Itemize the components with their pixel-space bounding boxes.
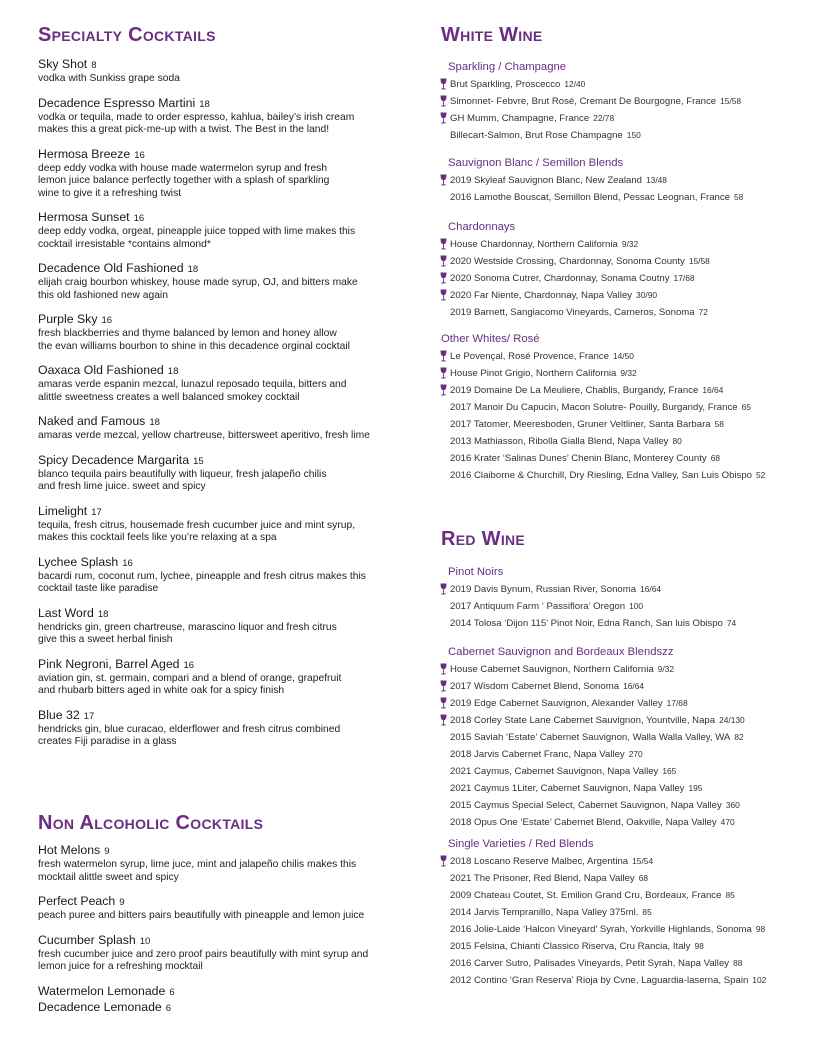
wine-name: 2017 Antiquum Farm ‘ Passiflora’ Oregon bbox=[450, 601, 626, 612]
cocktail-description: this old fashioned new again bbox=[38, 289, 168, 301]
cocktail-description: fresh watermelon syrup, lime juce, mint and jalapeño chilis makes this bbox=[38, 859, 357, 870]
wine-group-title: Single Varieties / Red Blends bbox=[448, 838, 594, 850]
wine-price: 470 bbox=[720, 817, 735, 827]
non-alcoholic-cocktails-title: Non Alcoholic Cocktails bbox=[38, 812, 264, 834]
cocktail-item bbox=[38, 312, 418, 353]
cocktail-price: 9 bbox=[119, 897, 125, 908]
wine-price: 15/58 bbox=[688, 256, 710, 266]
wine-item bbox=[441, 870, 813, 887]
cocktail-item bbox=[38, 96, 418, 137]
wine-item bbox=[441, 93, 813, 110]
pinot-noirs-group bbox=[441, 565, 813, 632]
wine-item bbox=[441, 172, 813, 189]
sparkling-champagne-group bbox=[441, 60, 813, 144]
wine-name: 2018 Jarvis Cabernet Franc, Napa Valley bbox=[450, 749, 625, 760]
cocktail-name: Last Word bbox=[38, 605, 94, 620]
cocktail-description: bacardi rum, coconut rum, lychee, pineapple and fresh citrus makes this bbox=[38, 570, 366, 582]
red-wine-title: Red Wine bbox=[441, 528, 526, 550]
wine-name: 2020 Westside Crossing, Chardonnay, Sonoma County bbox=[450, 256, 685, 267]
wine-item bbox=[441, 365, 813, 382]
cocktail-name: Decadence Old Fashioned bbox=[38, 261, 184, 275]
cocktail-item bbox=[38, 57, 418, 86]
wine-price: 30/90 bbox=[636, 290, 658, 300]
cocktail-price: 18 bbox=[149, 417, 160, 428]
wine-name: 2019 Davis Bynum, Russian River, Sonoma bbox=[450, 584, 637, 595]
cocktail-description: peach puree and bitters pairs beautifully with pineapple and lemon juice bbox=[38, 910, 365, 921]
wine-item bbox=[441, 955, 813, 972]
cocktail-name: Hot Melons bbox=[38, 843, 101, 857]
wine-item bbox=[441, 127, 813, 144]
wine-price: 9/32 bbox=[657, 664, 675, 674]
cocktail-description: and rhubarb bitters aged in white oak for a spicy finish bbox=[38, 685, 285, 696]
wine-item bbox=[441, 661, 813, 678]
wine-glass-icon bbox=[440, 238, 447, 250]
cocktail-item bbox=[38, 453, 418, 494]
wine-glass-icon bbox=[440, 350, 447, 362]
cocktail-description: blanco tequila pairs beautifully with liqueur, fresh jalapeño chilis bbox=[38, 468, 327, 480]
wine-price: 16/64 bbox=[702, 385, 724, 395]
wine-glass-icon bbox=[440, 174, 447, 186]
wine-item bbox=[441, 450, 813, 467]
wine-price: 12/40 bbox=[564, 79, 586, 89]
wine-price: 82 bbox=[734, 732, 744, 742]
cocktail-price: 16 bbox=[183, 659, 195, 671]
wine-price: 65 bbox=[741, 402, 751, 412]
wine-name: 2015 Caymus Special Select, Cabernet Sauvignon, Napa Valley bbox=[450, 800, 722, 811]
wine-price: 102 bbox=[752, 975, 767, 985]
wine-name: House Cabernet Sauvignon, Northern California bbox=[450, 664, 654, 675]
wine-item bbox=[441, 763, 813, 780]
wine-price: 150 bbox=[626, 130, 641, 140]
cocktail-price: 6 bbox=[165, 1002, 172, 1014]
cocktail-name: Watermelon Lemonade bbox=[38, 983, 166, 998]
wine-price: 9/32 bbox=[620, 368, 637, 378]
cocktail-name: Decadence Espresso Martini bbox=[38, 95, 196, 110]
cocktail-item bbox=[38, 504, 418, 545]
cocktail-price: 6 bbox=[169, 986, 175, 998]
cocktail-name: Purple Sky bbox=[38, 312, 98, 326]
cocktail-name-line bbox=[38, 843, 418, 859]
cocktail-name-line bbox=[38, 414, 418, 430]
wine-name: 2017 Tatomer, Meeresboden, Gruner Veltliner, Santa Barbara bbox=[450, 419, 711, 430]
cocktail-name-line bbox=[38, 708, 418, 724]
wine-name: 2016 Carver Sutro, Palisades Vineyards, Petit Syrah, Napa Valley bbox=[450, 958, 730, 969]
cocktail-price: 18 bbox=[199, 98, 210, 110]
cocktail-name: Spicy Decadence Margarita bbox=[38, 452, 190, 467]
wine-group-title: Cabernet Sauvignon and Bordeaux Blendszz bbox=[448, 646, 674, 658]
cocktail-name: Lychee Splash bbox=[38, 554, 119, 569]
wine-price: 13/48 bbox=[646, 175, 667, 185]
wine-price: 58 bbox=[714, 419, 724, 429]
wine-price: 17/68 bbox=[673, 273, 695, 283]
wine-price: 14/50 bbox=[612, 351, 634, 361]
wine-price: 15/54 bbox=[632, 856, 654, 866]
cocktail-price: 10 bbox=[139, 935, 151, 947]
wine-item bbox=[441, 797, 813, 814]
wine-item bbox=[441, 348, 813, 365]
wine-item bbox=[441, 581, 813, 598]
wine-name: 2016 Jolie-Laide ‘Halcon Vineyard’ Syrah, Yorkville Highlands, Sonoma bbox=[450, 924, 752, 935]
wine-item bbox=[441, 598, 813, 615]
cocktail-name-line bbox=[38, 312, 418, 328]
wine-name: 2016 Claiborne & Churchill, Dry Riesling, Edna Valley, San Luis Obispo bbox=[450, 470, 753, 481]
cocktail-description: amaras verde mezcal, yellow chartreuse, bittersweet aperitivo, fresh lime bbox=[38, 430, 370, 441]
cocktail-name-line bbox=[38, 363, 418, 379]
cocktail-description: lemon juice for a refreshing mocktail bbox=[38, 961, 203, 972]
wine-group-title: Sparkling / Champagne bbox=[448, 61, 567, 73]
cocktail-name-line bbox=[38, 261, 418, 277]
wine-name: 2019 Skyleaf Sauvignon Blanc, New Zealand bbox=[450, 175, 642, 186]
wine-name: 2018 Loscano Reserve Malbec, Argentina bbox=[450, 856, 629, 867]
wine-name: 2021 Caymus 1Liter, Cabernet Sauvignon, Napa Valley bbox=[450, 783, 685, 794]
cocktail-price: 18 bbox=[187, 264, 199, 275]
specialty-cocktails-title: Specialty Cocktails bbox=[38, 24, 216, 46]
wine-glass-icon bbox=[440, 255, 447, 267]
cocktail-name-line bbox=[38, 984, 418, 1000]
wine-price: 24/130 bbox=[719, 715, 745, 725]
wine-price: 80 bbox=[672, 436, 682, 446]
cocktail-name-line bbox=[38, 1000, 418, 1016]
cocktail-description: the evan williams bourbon to shine in this decadence orginal cocktail bbox=[38, 340, 350, 352]
wine-glass-icon bbox=[440, 583, 447, 595]
cocktail-description: aviation gin, st. germain, compari and a blend of orange, grapefruit bbox=[38, 672, 342, 684]
cocktail-description: makes this a great pick-me-up with a twist. The Best in the land! bbox=[38, 124, 330, 135]
cocktail-name: Perfect Peach bbox=[38, 894, 116, 908]
wine-name: House Pinot Grigio, Northern California bbox=[450, 368, 617, 379]
wine-glass-icon bbox=[440, 78, 447, 90]
wine-price: 17/68 bbox=[666, 698, 688, 708]
cocktail-price: 17 bbox=[91, 506, 102, 518]
cocktail-description: alittle sweetness creates a well balanced smokey cocktail bbox=[38, 391, 300, 403]
wine-item bbox=[441, 399, 813, 416]
wine-item bbox=[441, 746, 813, 763]
wine-name: 2021 The Prisoner, Red Blend, Napa Valley bbox=[450, 873, 635, 884]
wine-glass-icon bbox=[440, 289, 447, 301]
wine-name: 2018 Opus One ‘Estate’ Cabernet Blend, Oakville, Napa Valley bbox=[450, 817, 717, 828]
wine-name: 2019 Barnett, Sangiacomo Vineyards, Carneros, Sonoma bbox=[450, 307, 695, 318]
sauvignon-blanc-group bbox=[441, 156, 813, 206]
wine-item bbox=[441, 236, 813, 253]
cocktail-name-line bbox=[38, 606, 418, 622]
cocktail-description: vodka or tequila, made to order espresso, kahlua, bailey’s irish cream bbox=[38, 111, 355, 123]
cocktail-description: amaras verde espanin mezcal, lunazul reposado tequila, bitters and bbox=[38, 379, 347, 390]
cocktail-price: 16 bbox=[133, 213, 145, 224]
wine-price: 270 bbox=[628, 749, 643, 759]
cocktail-name: Naked and Famous bbox=[38, 414, 146, 428]
cocktail-description: hendricks gin, green chartreuse, marascino liquor and fresh citrus bbox=[38, 621, 337, 633]
cocktail-name: Cucumber Splash bbox=[38, 932, 136, 947]
wine-item bbox=[441, 729, 813, 746]
wine-name: Billecart-Salmon, Brut Rose Champagne bbox=[450, 130, 623, 141]
wine-name: House Chardonnay, Northern California bbox=[450, 239, 618, 250]
wine-list bbox=[441, 172, 813, 206]
wine-item bbox=[441, 814, 813, 831]
wine-item bbox=[441, 433, 813, 450]
cocktail-item bbox=[38, 1000, 418, 1016]
wine-name: 2021 Caymus, Cabernet Sauvignon, Napa Valley bbox=[450, 766, 659, 777]
cabernet-bordeaux-group bbox=[441, 645, 813, 831]
cocktail-description: wine to give it a refreshing twist bbox=[38, 187, 182, 199]
wine-price: 9/32 bbox=[621, 239, 639, 249]
cocktail-name-line bbox=[38, 210, 418, 226]
white-wine-title: White Wine bbox=[441, 24, 543, 46]
wine-glass-icon bbox=[440, 112, 447, 124]
wine-item bbox=[441, 382, 813, 399]
single-varieties-red-blends-group bbox=[441, 837, 813, 989]
wine-name: 2019 Domaine De La Meuliere, Chablis, Burgandy, France bbox=[450, 385, 699, 396]
cocktail-description: deep eddy vodka with house made watermelon syrup and fresh bbox=[38, 162, 328, 174]
wine-price: 74 bbox=[726, 618, 737, 628]
wine-price: 98 bbox=[755, 924, 766, 934]
cocktail-name: Limelight bbox=[38, 503, 88, 518]
cocktail-item bbox=[38, 894, 418, 923]
cocktail-name: Hermosa Sunset bbox=[38, 210, 130, 224]
wine-list bbox=[441, 348, 813, 484]
cocktail-name-line bbox=[38, 555, 418, 571]
wine-item bbox=[441, 270, 813, 287]
wine-item bbox=[441, 938, 813, 955]
wine-item bbox=[441, 678, 813, 695]
specialty-cocktail-list bbox=[38, 57, 418, 759]
wine-name: 2019 Edge Cabernet Sauvignon, Alexander Valley bbox=[450, 698, 663, 709]
cocktail-name-line bbox=[38, 894, 418, 910]
cocktail-item bbox=[38, 555, 418, 596]
wine-name: 2013 Mathiasson, Ribolla Gialla Blend, Napa Valley bbox=[450, 436, 669, 447]
wine-price: 58 bbox=[734, 192, 744, 202]
wine-price: 22/78 bbox=[593, 113, 615, 123]
wine-price: 85 bbox=[642, 907, 652, 917]
cocktail-item bbox=[38, 657, 418, 698]
wine-name: Simonnet- Febvre, Brut Rosé, Cremant De Bourgogne, France bbox=[450, 96, 717, 107]
cocktail-item bbox=[38, 147, 418, 201]
wine-item bbox=[441, 189, 813, 206]
cocktail-name-line bbox=[38, 453, 418, 469]
wine-name: 2015 Saviah ‘Estate’ Cabernet Sauvignon, Walla Walla Valley, WA bbox=[450, 732, 731, 743]
wine-item bbox=[441, 253, 813, 270]
cocktail-description: creates Fiji paradise in a glass bbox=[38, 736, 177, 747]
wine-price: 52 bbox=[756, 470, 766, 480]
wine-price: 98 bbox=[694, 941, 704, 951]
wine-group-title: Chardonnays bbox=[448, 221, 516, 233]
wine-glass-icon bbox=[440, 697, 447, 709]
wine-name: Brut Sparkling, Proscecco bbox=[450, 79, 561, 90]
wine-name: 2018 Corley State Lane Cabernet Sauvignon, Yountville, Napa bbox=[450, 715, 716, 726]
wine-item bbox=[441, 76, 813, 93]
wine-item bbox=[441, 972, 813, 989]
cocktail-price: 16 bbox=[122, 557, 133, 569]
cocktail-price: 9 bbox=[104, 846, 110, 857]
wine-price: 16/64 bbox=[623, 681, 645, 691]
cocktail-name-line bbox=[38, 57, 418, 73]
cocktail-price: 16 bbox=[134, 149, 145, 161]
wine-name: 2016 Lamothe Bouscat, Semillon Blend, Pessac Leognan, France bbox=[450, 192, 730, 203]
wine-name: GH Mumm, Champagne, France bbox=[450, 113, 590, 124]
cocktail-description: deep eddy vodka, orgeat, pineapple juice topped with lime makes this bbox=[38, 226, 356, 237]
wine-group-title: Other Whites/ Rosé bbox=[441, 333, 540, 345]
cocktail-description: fresh blackberries and thyme balanced by lemon and honey allow bbox=[38, 328, 337, 339]
cocktail-description: mocktail alittle sweet and spicy bbox=[38, 871, 179, 883]
cocktail-description: tequila, fresh citrus, housemade fresh cucumber juice and mint syrup, bbox=[38, 519, 356, 531]
cocktail-name: Hermosa Breeze bbox=[38, 146, 131, 161]
wine-item bbox=[441, 853, 813, 870]
wine-name: 2012 Contino ‘Gran Reserva’ Rioja by Cvne, Laguardia-laserna, Spain bbox=[450, 975, 749, 986]
wine-glass-icon bbox=[440, 95, 447, 107]
cocktail-description: cocktail taste like paradise bbox=[38, 583, 159, 594]
cocktail-name: Pink Negroni, Barrel Aged bbox=[38, 656, 180, 671]
cocktail-description: vodka with Sunkiss grape soda bbox=[38, 73, 180, 84]
cocktail-item bbox=[38, 708, 418, 749]
cocktail-name: Blue 32 bbox=[38, 707, 80, 722]
cocktail-item bbox=[38, 414, 418, 443]
cocktail-item bbox=[38, 261, 418, 302]
cocktail-price: 18 bbox=[97, 608, 109, 620]
wine-name: 2014 Jarvis Tempranillo, Napa Valley 375ml. bbox=[450, 907, 639, 918]
cocktail-item bbox=[38, 363, 418, 404]
cocktail-item bbox=[38, 210, 418, 251]
cocktail-description: fresh cucumber juice and zero proof pairs beautifully with mint syrup and bbox=[38, 948, 369, 960]
cocktail-item bbox=[38, 984, 418, 1000]
cocktail-name: Sky Shot bbox=[38, 57, 88, 71]
wine-name: 2017 Wisdom Cabernet Blend, Sonoma bbox=[450, 681, 620, 692]
wine-price: 68 bbox=[710, 453, 721, 463]
wine-name: Le Povençal, Rosé Provence, France bbox=[450, 351, 609, 362]
wine-item bbox=[441, 887, 813, 904]
wine-glass-icon bbox=[440, 680, 447, 692]
other-whites-rose-group bbox=[441, 332, 813, 484]
wine-name: 2015 Felsina, Chianti Classico Riserva, Cru Rancia, Italy bbox=[450, 941, 691, 952]
wine-item bbox=[441, 695, 813, 712]
wine-item bbox=[441, 780, 813, 797]
wine-name: 2009 Chateau Coutet, St. Emilion Grand Cru, Bordeaux, France bbox=[450, 890, 722, 901]
wine-item bbox=[441, 921, 813, 938]
wine-name: 2020 Far Niente, Chardonnay, Napa Valley bbox=[450, 290, 633, 301]
wine-price: 360 bbox=[725, 800, 740, 810]
wine-item bbox=[441, 287, 813, 304]
wine-item bbox=[441, 904, 813, 921]
cocktail-description: lemon juice balance perfectly together with a splash of sparkling bbox=[38, 175, 330, 186]
cocktail-name-line bbox=[38, 147, 418, 163]
wine-name: 2014 Tolosa ‘Dijon 115’ Pinot Noir, Edna Ranch, San luis Obispo bbox=[450, 618, 723, 629]
wine-item bbox=[441, 615, 813, 632]
wine-price: 100 bbox=[629, 601, 644, 611]
wine-name: 2016 Krater ‘Salinas Dunes’ Chenin Blanc, Monterey County bbox=[450, 453, 707, 464]
wine-price: 165 bbox=[662, 766, 677, 776]
wine-price: 15/58 bbox=[720, 96, 742, 106]
cocktail-description: give this a sweet herbal finish bbox=[38, 634, 173, 645]
non-alcoholic-cocktail-list bbox=[38, 843, 418, 1026]
cocktail-price: 18 bbox=[167, 366, 179, 377]
cocktail-name-line bbox=[38, 933, 418, 949]
cocktail-description: makes this cocktail feels like you’re relaxing at a spa bbox=[38, 532, 277, 543]
wine-price: 72 bbox=[698, 307, 708, 317]
cocktail-description: and fresh lime juice. sweet and spicy bbox=[38, 481, 206, 492]
wine-price: 16/64 bbox=[640, 584, 662, 594]
wine-item bbox=[441, 110, 813, 127]
cocktail-description: hendricks gin, blue curacao, elderflower and fresh citrus combined bbox=[38, 723, 341, 735]
wine-glass-icon bbox=[440, 855, 447, 867]
cocktail-description: elijah craig bourbon whiskey, house made syrup, OJ, and bitters make bbox=[38, 277, 358, 288]
wine-price: 195 bbox=[688, 783, 703, 793]
wine-price: 68 bbox=[638, 873, 649, 883]
wine-name: 2017 Manoir Du Capucin, Macon Solutre- Pouilly, Burgandy, France bbox=[450, 402, 738, 413]
wine-price: 85 bbox=[725, 890, 735, 900]
cocktail-name-line bbox=[38, 657, 418, 673]
cocktail-item bbox=[38, 843, 418, 884]
wine-group-title: Pinot Noirs bbox=[448, 566, 504, 578]
cocktail-price: 15 bbox=[193, 455, 204, 467]
cocktail-name-line bbox=[38, 504, 418, 520]
wine-group-title: Sauvignon Blanc / Semillon Blends bbox=[448, 157, 624, 169]
cocktail-name: Decadence Lemonade bbox=[38, 999, 162, 1014]
cocktail-price: 8 bbox=[91, 60, 97, 71]
cocktail-item bbox=[38, 606, 418, 647]
cocktail-description: cocktail irresistable *contains almond* bbox=[38, 238, 211, 250]
wine-item bbox=[441, 304, 813, 321]
wine-glass-icon bbox=[440, 272, 447, 284]
wine-name: 2020 Sonoma Cutrer, Chardonnay, Sonama Coutny bbox=[450, 273, 670, 284]
wine-item bbox=[441, 712, 813, 729]
wine-glass-icon bbox=[440, 384, 447, 396]
cocktail-name-line bbox=[38, 96, 418, 112]
wine-glass-icon bbox=[440, 663, 447, 675]
wine-list bbox=[441, 661, 813, 831]
cocktail-price: 16 bbox=[101, 315, 113, 326]
wine-glass-icon bbox=[440, 714, 447, 726]
wine-price: 88 bbox=[733, 958, 743, 968]
cocktail-price: 17 bbox=[83, 710, 95, 722]
wine-list bbox=[441, 853, 813, 989]
wine-list bbox=[441, 76, 813, 144]
wine-item bbox=[441, 467, 813, 484]
wine-item bbox=[441, 416, 813, 433]
wine-list bbox=[441, 581, 813, 632]
chardonnays-group bbox=[441, 220, 813, 321]
cocktail-name: Oaxaca Old Fashioned bbox=[38, 363, 164, 377]
cocktail-item bbox=[38, 933, 418, 974]
wine-glass-icon bbox=[440, 367, 447, 379]
wine-list bbox=[441, 236, 813, 321]
